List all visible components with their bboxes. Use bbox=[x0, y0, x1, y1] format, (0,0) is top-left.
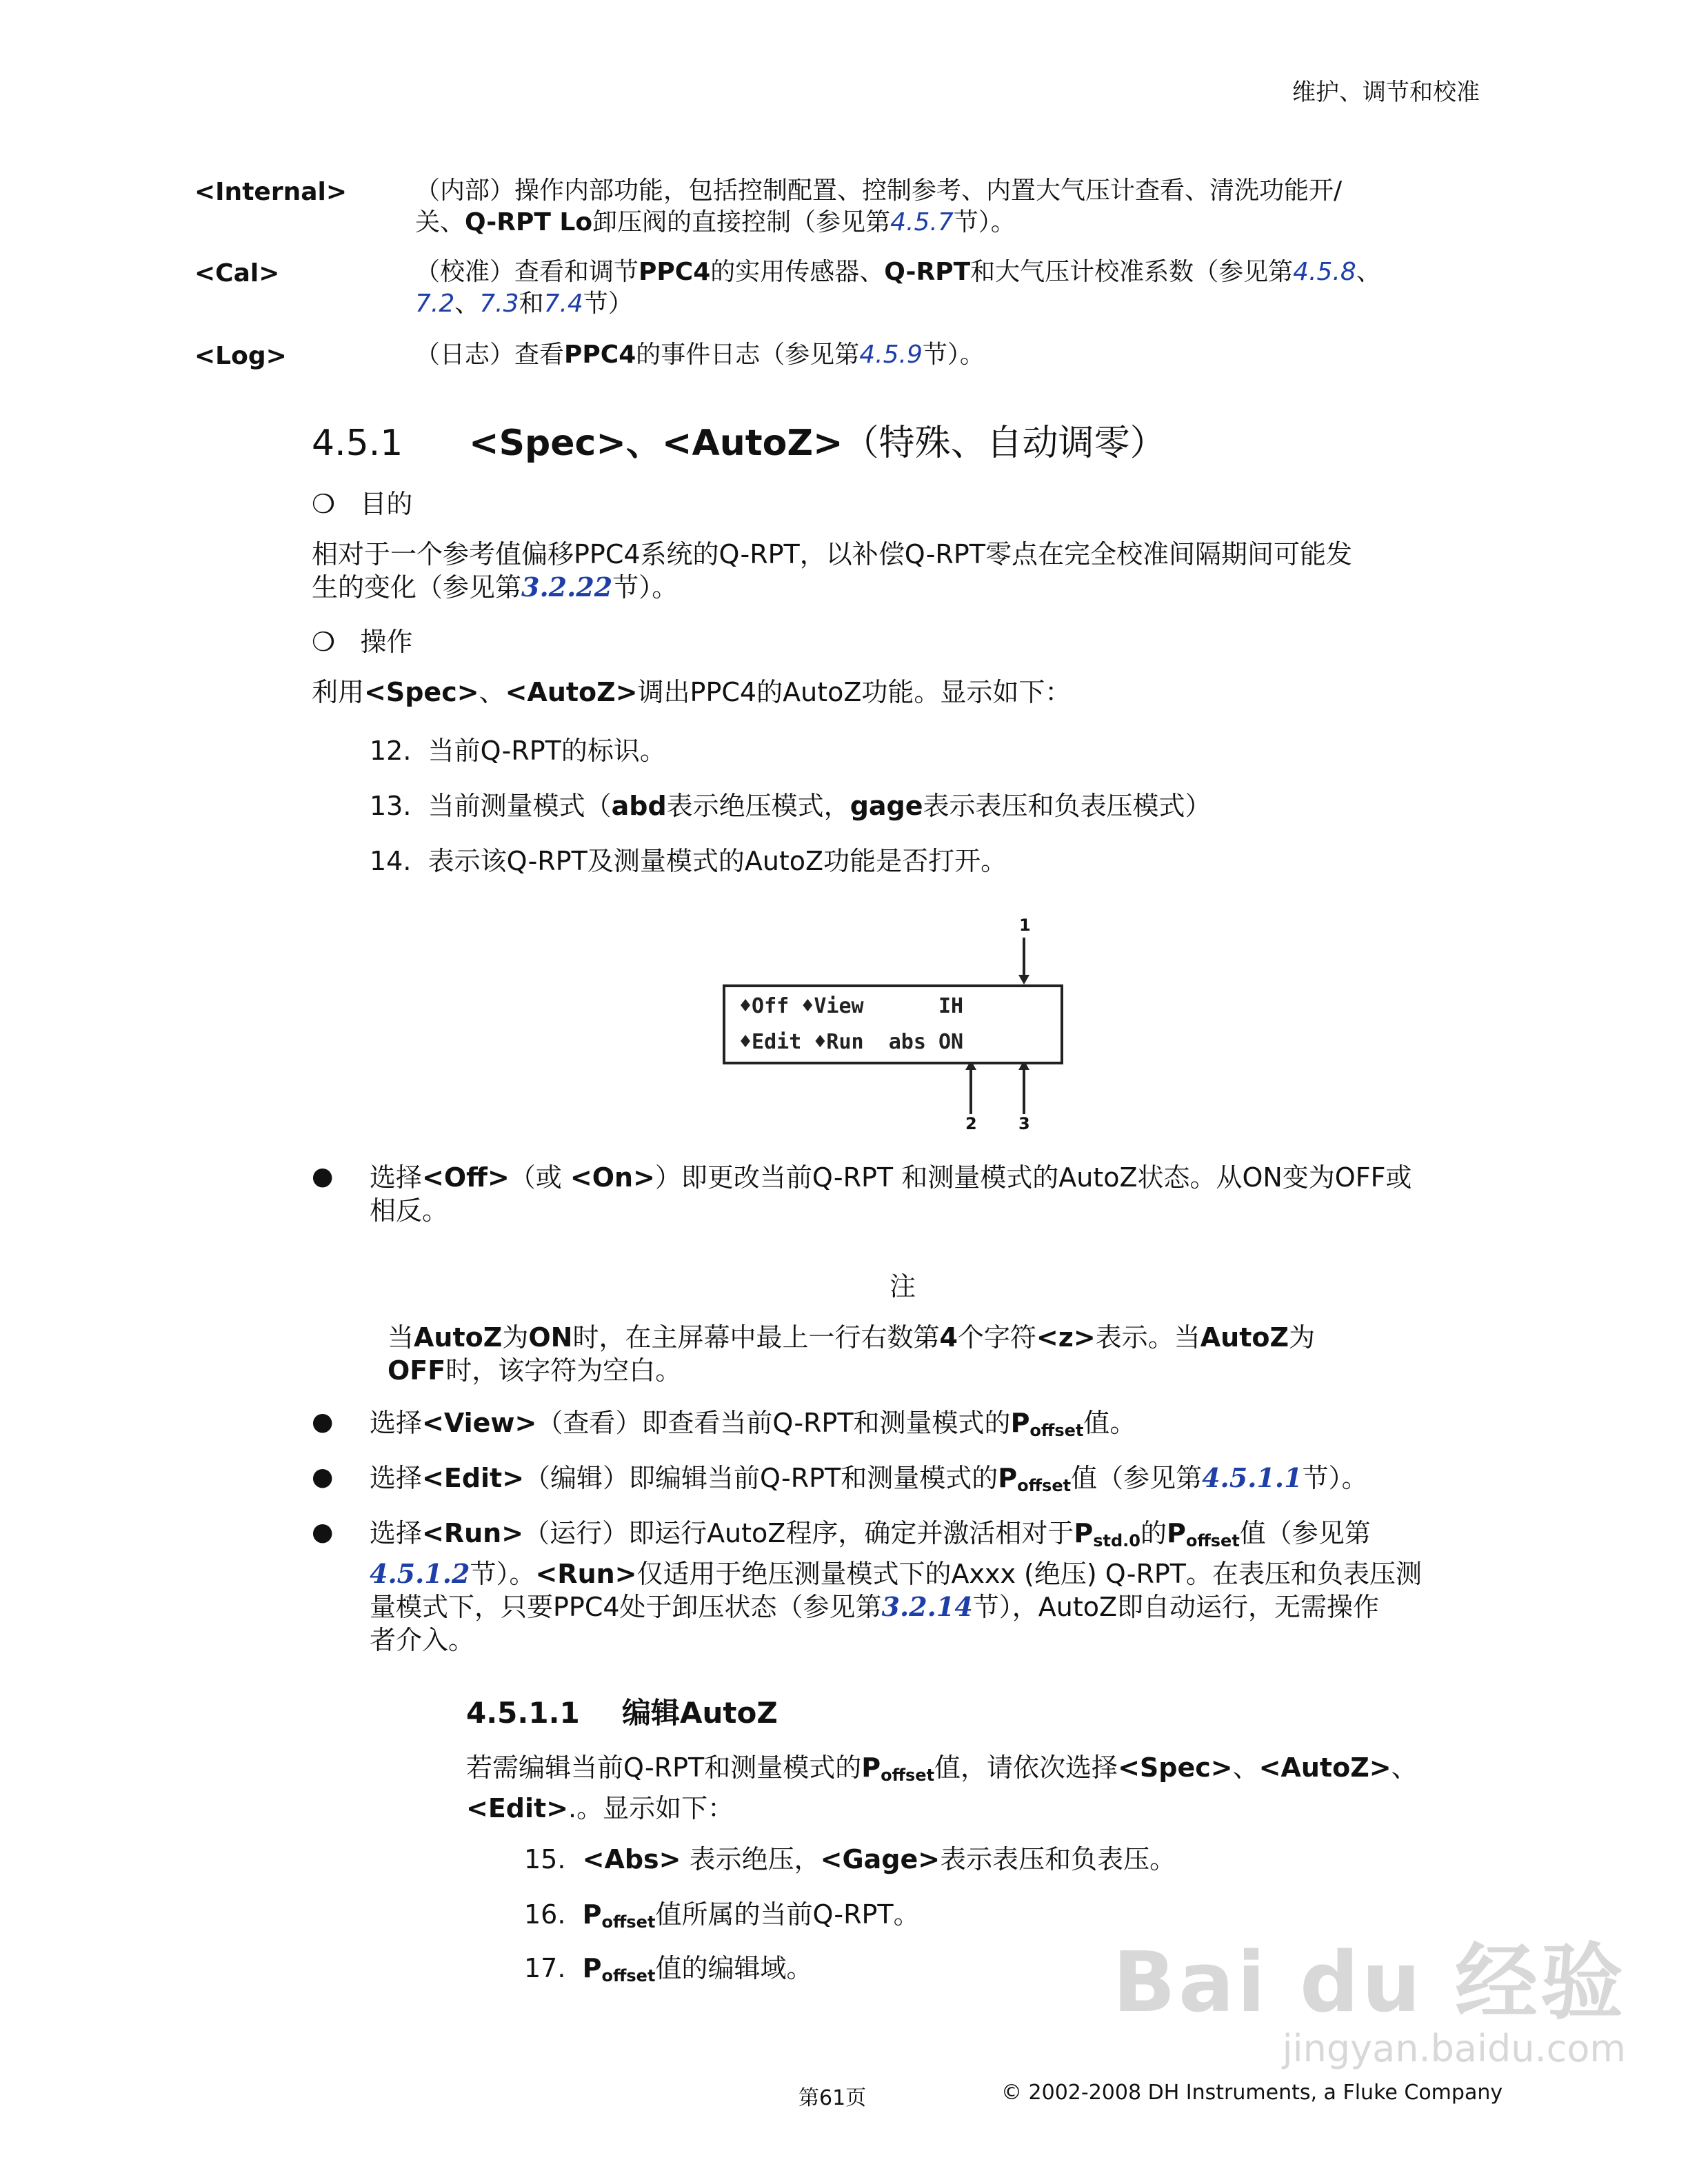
link-3-2-14[interactable]: 3.2.14 bbox=[881, 1591, 973, 1622]
baidu-watermark-logo: Bai du 经验 bbox=[1112, 1935, 1626, 2031]
bullet-dot-icon: ● bbox=[312, 1518, 334, 1546]
bullet-run: 选择<Run>（运行）即运行AutoZ程序，确定并激活相对于$P_{std.0}$的$P_{offset}$值（参见第 4.5.1.2节）。<Run>仅适用于绝压测量模式下的Axxx (绝压) Q-RPT。在表压和负表压测 量模式下，只要PPC4处于卸压状态（参见第3.2.14节），AutoZ即自动运行，无需操作 者介入。 bbox=[370, 1518, 1422, 1655]
link-7-4[interactable]: 7.4 bbox=[543, 290, 583, 318]
bullet-view: 选择<View>（查看）即查看当前Q-RPT和测量模式的$P_{offset}$值。 bbox=[370, 1408, 1136, 1440]
copyright: © 2002-2008 DH Instruments, a Fluke Company bbox=[1001, 2081, 1503, 2105]
link-4-5-8[interactable]: 4.5.8 bbox=[1293, 258, 1356, 286]
subsection-heading-4-5-1-1: 4.5.1.1 编辑AutoZ bbox=[466, 1696, 778, 1730]
purpose-heading: ❍ 目的 bbox=[312, 489, 413, 519]
list-item: 12. 当前Q-RPT的标识。 bbox=[370, 736, 666, 766]
purpose-text: 相对于一个参考值偏移PPC4系统的Q-RPT，以补偿Q-RPT零点在完全校准间隔期间可能发 生的变化（参见第3.2.22节）。 bbox=[312, 539, 1352, 603]
running-header: 维护、调节和校准 bbox=[1292, 79, 1480, 106]
baidu-watermark-url: jingyan.baidu.com bbox=[1282, 2027, 1626, 2070]
lcd-row-2: ♦Edit ♦Run abs ON bbox=[739, 1030, 964, 1054]
list-item: 15. <Abs> 表示绝压，<Gage>表示表压和负表压。 bbox=[524, 1844, 1176, 1874]
operation-intro: 利用<Spec>、<AutoZ>调出PPC4的AutoZ功能。显示如下： bbox=[312, 677, 1072, 707]
note-title: 注 bbox=[890, 1271, 916, 1302]
arrow-1-head bbox=[1018, 975, 1029, 984]
link-4-5-7[interactable]: 4.5.7 bbox=[890, 208, 954, 236]
link-3-2-22[interactable]: 3.2.22 bbox=[521, 572, 613, 603]
desc-log: （日志）查看PPC4的事件日志（参见第4.5.9节）。 bbox=[415, 341, 985, 369]
term-cal: <Cal> bbox=[194, 259, 280, 287]
hollow-circle-icon: ❍ bbox=[312, 627, 336, 657]
lcd-row-1: ♦Off ♦View IH bbox=[739, 994, 964, 1018]
subsection-text: 若需编辑当前Q-RPT和测量模式的$P_{offset}$值，请依次选择<Spec>、<AutoZ>、 <Edit>.。显示如下： bbox=[466, 1752, 1418, 1823]
term-internal: <Internal> bbox=[194, 178, 347, 206]
bullet-edit: 选择<Edit>（编辑）即编辑当前Q-RPT和测量模式的$P_{offset}$值（参见第4.5.1.1节）。 bbox=[370, 1462, 1368, 1495]
link-4-5-9[interactable]: 4.5.9 bbox=[859, 341, 923, 369]
bullet-dot-icon: ● bbox=[312, 1162, 334, 1191]
callout-label-3: 3 bbox=[1018, 1114, 1030, 1133]
list-item: 17. $P_{offset}$值的编辑域。 bbox=[524, 1953, 813, 1985]
link-4-5-1-1[interactable]: 4.5.1.1 bbox=[1202, 1462, 1303, 1493]
bullet-dot-icon: ● bbox=[312, 1463, 334, 1491]
desc-cal: （校准）查看和调节PPC4的实用传感器、Q-RPT和大气压计校准系数（参见第4.5.8、 7.2、7.3和7.4节） bbox=[415, 258, 1381, 318]
note-text: 当AutoZ为ON时，在主屏幕中最上一行右数第4个字符<z>表示。当AutoZ为 OFF时，该字符为空白。 bbox=[388, 1322, 1316, 1386]
hollow-circle-icon: ❍ bbox=[312, 489, 336, 519]
link-7-2[interactable]: 7.2 bbox=[415, 290, 455, 318]
link-7-3[interactable]: 7.3 bbox=[479, 290, 519, 318]
callout-label-1: 1 bbox=[1019, 916, 1031, 935]
page-number: 第61页 bbox=[798, 2086, 867, 2110]
list-item: 13. 当前测量模式（abd表示绝压模式，gage表示表压和负表压模式） bbox=[370, 791, 1212, 821]
lcd-display-figure bbox=[717, 910, 1076, 1138]
section-heading-4-5-1: 4.5.1 <Spec>、<AutoZ>（特殊、自动调零） bbox=[312, 423, 1166, 464]
bullet-dot-icon: ● bbox=[312, 1408, 334, 1436]
list-item: 14. 表示该Q-RPT及测量模式的AutoZ功能是否打开。 bbox=[370, 846, 1007, 876]
operation-heading: ❍ 操作 bbox=[312, 627, 413, 657]
lcd-screen bbox=[723, 984, 1063, 1064]
bullet-off: 选择<Off>（或 <On>）即更改当前Q-RPT 和测量模式的AutoZ状态。从ON变为OFF或 相反。 bbox=[370, 1162, 1412, 1226]
desc-internal: （内部）操作内部功能，包括控制配置、控制参考、内置大气压计查看、清洗功能开/ 关、Q-RPT Lo卸压阀的直接控制（参见第4.5.7节）。 bbox=[415, 176, 1343, 236]
callout-label-2: 2 bbox=[965, 1114, 977, 1133]
list-item: 16. $P_{offset}$值所属的当前Q-RPT。 bbox=[524, 1899, 920, 1932]
link-4-5-1-2[interactable]: 4.5.1.2 bbox=[370, 1558, 470, 1589]
term-log: <Log> bbox=[194, 342, 287, 370]
